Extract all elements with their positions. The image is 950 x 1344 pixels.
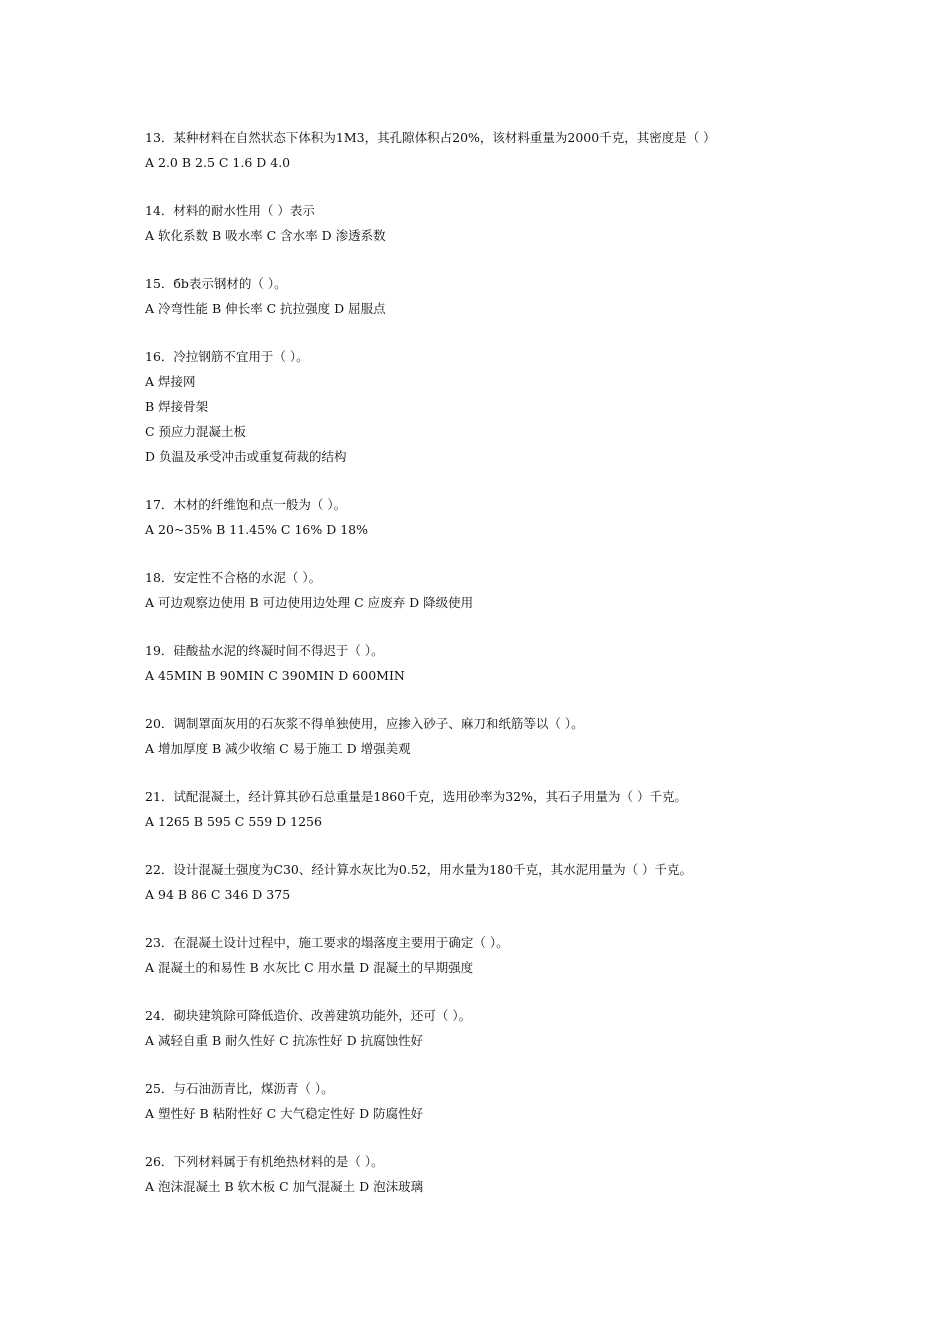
question-options: A 软化系数 B 吸水率 C 含水率 D 渗透系数 — [145, 228, 386, 243]
question-stem: 13．某种材料在自然状态下体积为1M3，其孔隙体积占20%，该材料重量为2000千克，其密度是（ ） — [145, 130, 716, 145]
question-18 — [145, 565, 925, 615]
question-20 — [145, 711, 925, 761]
question-23 — [145, 930, 925, 980]
question-options: A 减轻自重 B 耐久性好 C 抗冻性好 D 抗腐蚀性好 — [145, 1033, 424, 1048]
question-options: A 2.0 B 2.5 C 1.6 D 4.0 — [145, 155, 291, 170]
question-22 — [145, 857, 925, 907]
question-stem: 26．下列材料属于有机绝热材料的是（ ）。 — [145, 1154, 384, 1169]
question-stem: 25．与石油沥青比，煤沥青（ ）。 — [145, 1081, 334, 1096]
question-13 — [145, 125, 925, 175]
question-option-b: B 焊接骨架 — [145, 399, 209, 414]
question-option-c: C 预应力混凝土板 — [145, 424, 247, 439]
question-stem: 17．木材的纤维饱和点一般为（ ）。 — [145, 497, 347, 512]
question-stem: 15．бb表示钢材的（ ）。 — [145, 276, 287, 291]
question-stem: 20．调制罩面灰用的石灰浆不得单独使用，应掺入砂子、麻刀和纸筋等以（ ）。 — [145, 716, 584, 731]
question-stem: 21．试配混凝土，经计算其砂石总重量是1860千克，选用砂率为32%，其石子用量为（ ）千克。 — [145, 789, 687, 804]
question-options: A 增加厚度 B 减少收缩 C 易于施工 D 增强美观 — [145, 741, 411, 756]
question-26 — [145, 1149, 925, 1199]
question-15 — [145, 271, 925, 321]
question-stem: 19．硅酸盐水泥的终凝时间不得迟于（ ）。 — [145, 643, 384, 658]
question-stem: 18．安定性不合格的水泥（ ）。 — [145, 570, 322, 585]
question-options: A 混凝土的和易性 B 水灰比 C 用水量 D 混凝土的早期强度 — [145, 960, 474, 975]
question-stem: 14．材料的耐水性用（ ）表示 — [145, 203, 315, 218]
question-options: A 1265 B 595 C 559 D 1256 — [145, 814, 322, 829]
question-17 — [145, 492, 925, 542]
question-options: A 泡沫混凝土 B 软木板 C 加气混凝土 D 泡沫玻璃 — [145, 1179, 424, 1194]
question-21 — [145, 784, 925, 834]
question-stem: 22．设计混凝土强度为C30、经计算水灰比为0.52，用水量为180千克，其水泥用量为（ ）千克。 — [145, 862, 693, 877]
question-options: A 94 B 86 C 346 D 375 — [145, 887, 291, 902]
question-option-a: A 焊接网 — [145, 374, 196, 389]
question-25 — [145, 1076, 925, 1126]
question-stem: 23．在混凝土设计过程中，施工要求的塌落度主要用于确定（ ）。 — [145, 935, 509, 950]
question-24 — [145, 1003, 925, 1053]
question-options: A 塑性好 B 粘附性好 C 大气稳定性好 D 防腐性好 — [145, 1106, 424, 1121]
question-14 — [145, 198, 925, 248]
document-page — [145, 125, 925, 1222]
question-19 — [145, 638, 925, 688]
question-option-d: D 负温及承受冲击或重复荷裁的结构 — [145, 449, 347, 464]
question-options: A 45MIN B 90MIN C 390MIN D 600MIN — [145, 668, 405, 683]
question-stem: 24．砌块建筑除可降低造价、改善建筑功能外，还可（ ）。 — [145, 1008, 472, 1023]
question-options: A 20~35% B 11.45% C 16% D 18% — [145, 522, 369, 537]
question-16 — [145, 344, 925, 469]
question-options: A 冷弯性能 B 伸长率 C 抗拉强度 D 屈服点 — [145, 301, 386, 316]
question-options: A 可边观察边使用 B 可边使用边处理 C 应废弃 D 降级使用 — [145, 595, 474, 610]
question-stem: 16．冷拉钢筋不宜用于（ ）。 — [145, 349, 309, 364]
